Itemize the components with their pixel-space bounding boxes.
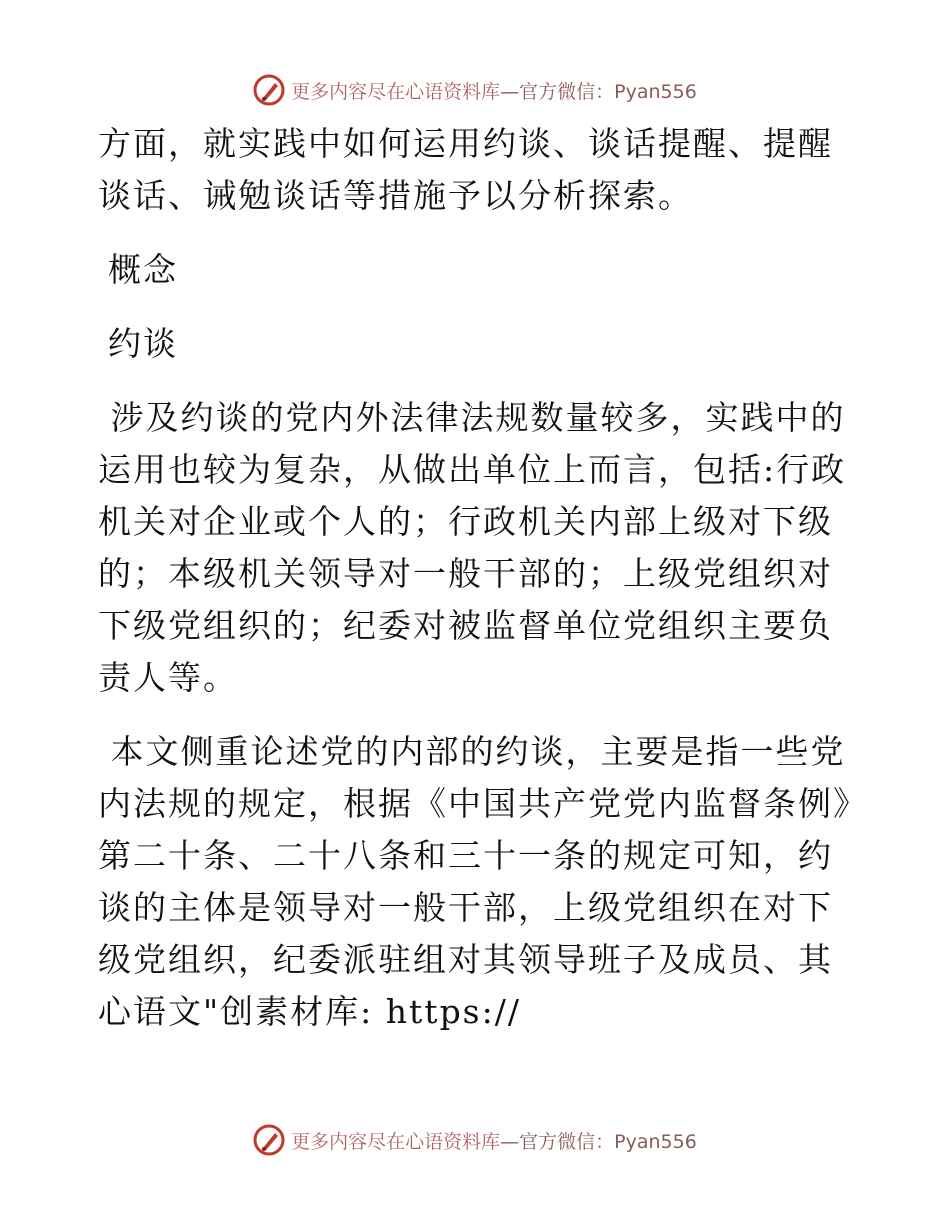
footer-banner [0,1120,950,1160]
pen-logo-icon [253,1124,285,1156]
paragraph-3: 本文侧重论述党的内部的约谈，主要是指一些党内法规的规定，根据《中国共产党党内监督条例》第二十条、二十八条和三十一条的规定可知，约谈的主体是领导对一般干部，上级党组织在对下级党组织，纪委派驻组对其领导班子及成员、其心语文"创素材库: https:// [98,732,852,1031]
pen-logo-icon [253,74,285,106]
document-body [98,118,858,1060]
paragraph-2: 涉及约谈的党内外法律法规数量较多，实践中的运用也较为复杂，从做出单位上而言，包括:行政机关对企业或个人的；行政机关内部上级对下级的；本级机关领导对一般干部的；上级党组织对下级党组织的；纪委对被监督单位党组织主要负责人等。 [98,398,847,697]
paragraph-1: 方面，就实践中如何运用约谈、谈话提醒、提醒谈话、诫勉谈话等措施予以分析探索。 [98,124,833,215]
footer-banner-contact: —官方微信：Pyan556 [500,1130,697,1153]
heading-yuetan: 约谈 [108,324,178,363]
header-banner-contact: —官方微信：Pyan556 [500,80,697,103]
footer-banner-text: 更多内容尽在心语资料库 [291,1130,501,1153]
header-banner [0,70,950,110]
header-banner-text: 更多内容尽在心语资料库 [291,80,501,103]
heading-concept: 概念 [108,250,178,289]
